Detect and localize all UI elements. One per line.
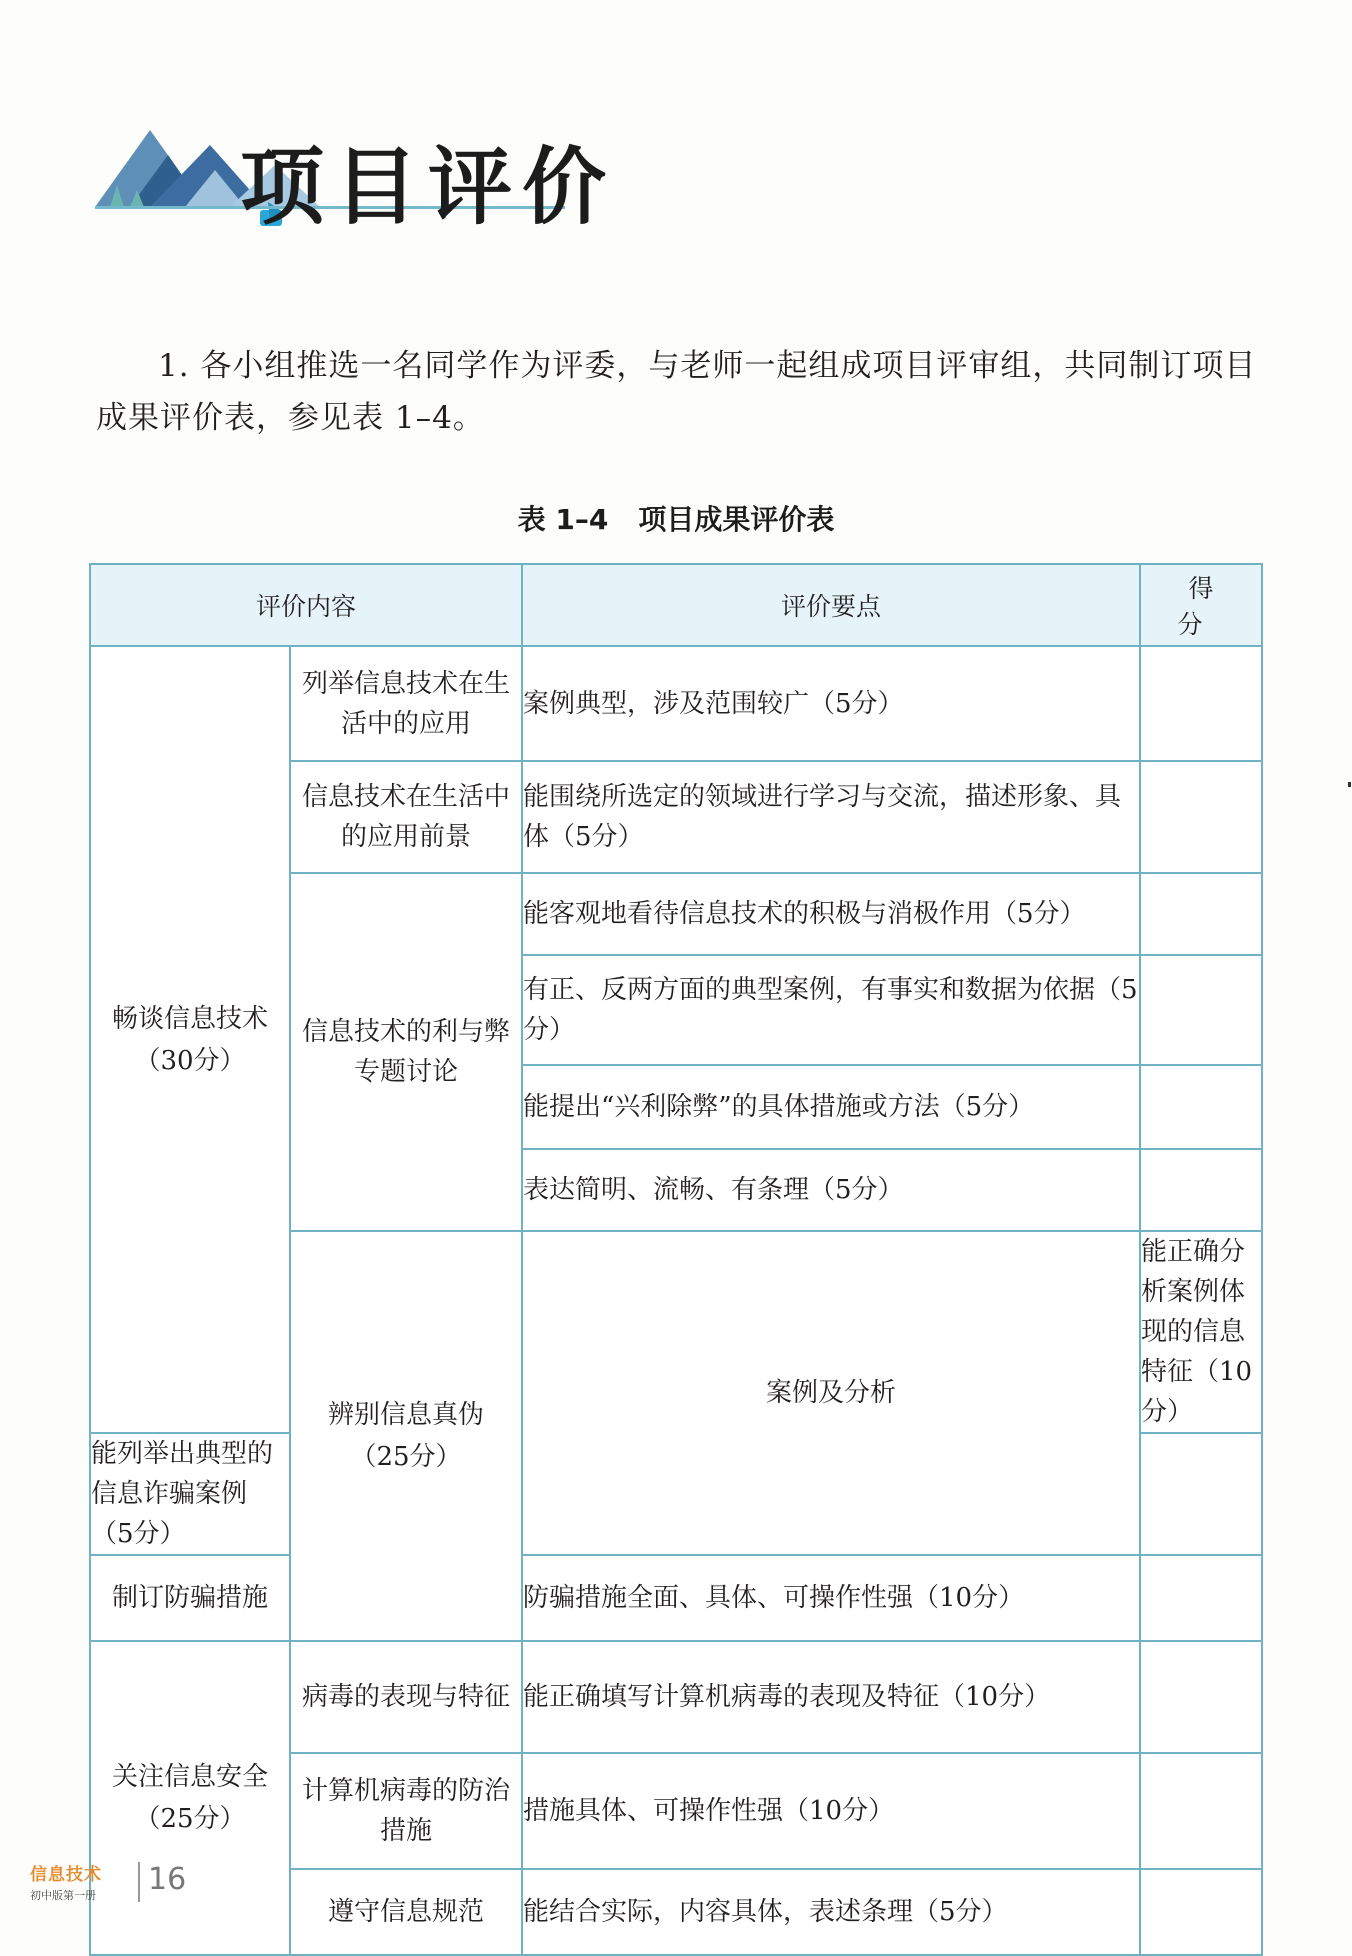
table-row bbox=[90, 1641, 1262, 1753]
book-label bbox=[30, 1860, 150, 1903]
category-name: 关注信息安全 bbox=[111, 1762, 268, 1792]
subitem-cell: 案例及分析 bbox=[522, 1231, 1140, 1555]
point-cell: 能客观地看待信息技术的积极与消极作用（5分） bbox=[522, 873, 1140, 955]
subitem-cell: 遵守信息规范 bbox=[290, 1869, 522, 1955]
header-content: 评价内容 bbox=[90, 564, 522, 646]
category-cell bbox=[290, 1231, 522, 1641]
table-caption-number: 表 1–4 bbox=[517, 503, 609, 536]
subitem-cell: 病毒的表现与特征 bbox=[290, 1641, 522, 1753]
point-cell: 能提出“兴利除弊”的具体措施或方法（5分） bbox=[522, 1065, 1140, 1149]
footer-divider bbox=[138, 1862, 140, 1902]
score-cell[interactable] bbox=[1140, 955, 1262, 1065]
header-points: 评价要点 bbox=[522, 564, 1140, 646]
point-cell: 能结合实际，内容具体，表述条理（5分） bbox=[522, 1869, 1140, 1955]
table-row bbox=[90, 1555, 1262, 1641]
point-cell: 能列举出典型的信息诈骗案例（5分） bbox=[90, 1433, 290, 1555]
category-name: 畅谈信息技术 bbox=[111, 1003, 268, 1034]
margin-speck bbox=[1348, 782, 1351, 787]
page-number: 16 bbox=[148, 1862, 187, 1897]
point-cell: 防骗措施全面、具体、可操作性强（10分） bbox=[522, 1555, 1140, 1641]
point-cell: 能正确填写计算机病毒的表现及特征（10分） bbox=[522, 1641, 1140, 1753]
score-cell[interactable] bbox=[1140, 1065, 1262, 1149]
score-cell[interactable] bbox=[1140, 1433, 1262, 1555]
point-cell: 能正确分析案例体现的信息特征（10分） bbox=[1140, 1231, 1262, 1433]
evaluation-table bbox=[89, 563, 1263, 1956]
point-cell: 表达简明、流畅、有条理（5分） bbox=[522, 1149, 1140, 1231]
subitem-cell: 计算机病毒的防治措施 bbox=[290, 1753, 522, 1869]
score-cell[interactable] bbox=[1140, 646, 1262, 761]
category-score: （25分） bbox=[350, 1442, 462, 1472]
subitem-cell: 列举信息技术在生活中的应用 bbox=[290, 646, 522, 761]
book-subtitle: 初中版第一册 bbox=[30, 1889, 96, 1902]
point-cell: 措施具体、可操作性强（10分） bbox=[522, 1753, 1140, 1869]
score-cell[interactable] bbox=[1140, 1149, 1262, 1231]
subitem-cell: 制订防骗措施 bbox=[90, 1555, 290, 1641]
book-title: 信息技术 bbox=[30, 1865, 102, 1885]
table-caption-title: 项目成果评价表 bbox=[638, 503, 835, 536]
category-score: （30分） bbox=[134, 1045, 246, 1076]
subitem-cell: 信息技术在生活中的应用前景 bbox=[290, 761, 522, 873]
point-cell: 能围绕所选定的领域进行学习与交流，描述形象、具体（5分） bbox=[522, 761, 1140, 873]
subitem-cell: 信息技术的利与弊专题讨论 bbox=[290, 873, 522, 1231]
category-score: （25分） bbox=[134, 1804, 246, 1834]
intro-paragraph: 1. 各小组推选一名同学作为评委，与老师一起组成项目评审组，共同制订项目成果评价表，参见表 1–4。 bbox=[96, 348, 1257, 436]
score-cell[interactable] bbox=[1140, 1555, 1262, 1641]
section-title: 项目评价 bbox=[240, 137, 617, 236]
score-cell[interactable] bbox=[1140, 1869, 1262, 1955]
category-cell bbox=[90, 646, 290, 1433]
score-cell[interactable] bbox=[1140, 761, 1262, 873]
point-cell: 有正、反两方面的典型案例，有事实和数据为依据（5分） bbox=[522, 955, 1140, 1065]
table-row bbox=[90, 646, 1262, 761]
table-header-row bbox=[90, 564, 1262, 646]
score-cell[interactable] bbox=[1140, 873, 1262, 955]
table-caption bbox=[0, 498, 1352, 538]
header-score: 得 分 bbox=[1140, 564, 1262, 646]
category-cell bbox=[90, 1641, 290, 1955]
point-cell: 案例典型，涉及范围较广（5分） bbox=[522, 646, 1140, 761]
score-cell[interactable] bbox=[1140, 1641, 1262, 1753]
score-cell[interactable] bbox=[1140, 1753, 1262, 1869]
section-header bbox=[90, 110, 617, 260]
category-name: 辨别信息真伪 bbox=[328, 1400, 485, 1430]
